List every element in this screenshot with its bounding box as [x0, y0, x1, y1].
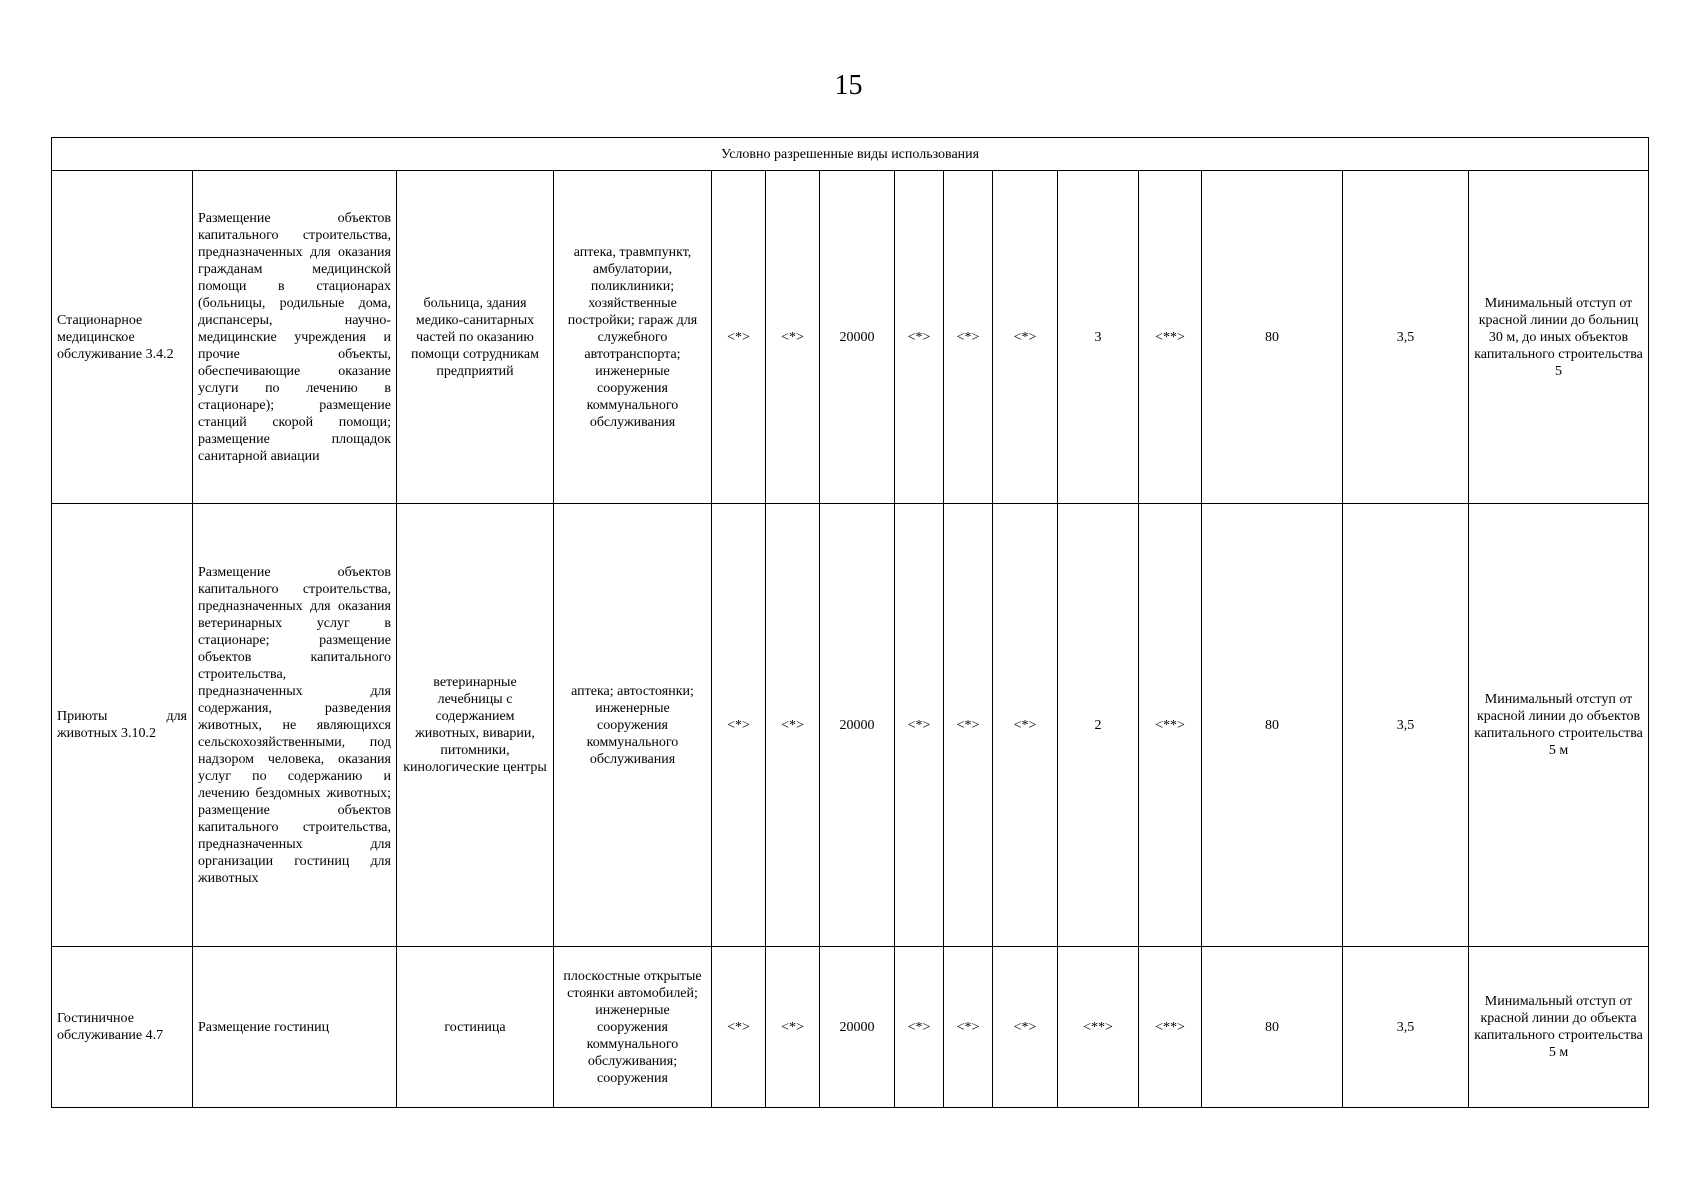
param-6: <*>	[993, 171, 1058, 504]
permitted-objects: гостиница	[397, 947, 554, 1108]
section-header-row	[52, 138, 1649, 171]
zoning-table	[51, 137, 1649, 1108]
param-10: 3,5	[1343, 504, 1469, 947]
param-2: <*>	[766, 947, 820, 1108]
param-8: <**>	[1139, 947, 1202, 1108]
param-2: <*>	[766, 171, 820, 504]
param-4: <*>	[895, 171, 944, 504]
param-6: <*>	[993, 947, 1058, 1108]
param-9: 80	[1202, 171, 1343, 504]
note: Минимальный отступ от красной линии до больниц 30 м, до иных объектов капитального строительства 5	[1469, 171, 1649, 504]
param-5: <*>	[944, 947, 993, 1108]
param-6: <*>	[993, 504, 1058, 947]
page-number: 15	[834, 70, 863, 101]
param-3: 20000	[820, 504, 895, 947]
param-5: <*>	[944, 171, 993, 504]
param-10: 3,5	[1343, 171, 1469, 504]
param-7: 3	[1058, 171, 1139, 504]
param-3: 20000	[820, 171, 895, 504]
param-9: 80	[1202, 504, 1343, 947]
table-row	[52, 947, 1649, 1108]
param-2: <*>	[766, 504, 820, 947]
param-3: 20000	[820, 947, 895, 1108]
table-row	[52, 504, 1649, 947]
param-7: 2	[1058, 504, 1139, 947]
param-4: <*>	[895, 504, 944, 947]
param-1: <*>	[712, 171, 766, 504]
auxiliary-uses: аптека, травмпункт, амбулатории, поликлиники; хозяйственные постройки; гараж для служебного автотранспорта; инженерные сооружения коммунального обслуживания	[554, 171, 712, 504]
use-name: Приюты для животных 3.10.2	[52, 504, 193, 947]
param-10: 3,5	[1343, 947, 1469, 1108]
use-description: Размещение гостиниц	[193, 947, 397, 1108]
note: Минимальный отступ от красной линии до объектов капитального строительства 5 м	[1469, 504, 1649, 947]
use-description: Размещение объектов капитального строительства, предназначенных для оказания ветеринарных услуг в стационаре; размещение объектов капитального строительства, предназначенных для содержания, разведения животных, не являющихся сельскохозяйственными, под надзором человека, оказания услуг по содержанию и лечению бездомных животных; размещение объектов капитального строительства, предназначенных для организации гостиниц для животных	[193, 504, 397, 947]
auxiliary-uses: аптека; автостоянки; инженерные сооружения коммунального обслуживания	[554, 504, 712, 947]
param-1: <*>	[712, 947, 766, 1108]
auxiliary-uses: плоскостные открытые стоянки автомобилей; инженерные сооружения коммунального обслуживания; сооружения	[554, 947, 712, 1108]
param-8: <**>	[1139, 171, 1202, 504]
use-name: Гостиничное обслуживание 4.7	[52, 947, 193, 1108]
use-description: Размещение объектов капитального строительства, предназначенных для оказания гражданам медицинской помощи в стационарах (больницы, родильные дома, диспансеры, научно-медицинские учреждения и прочие объекты, обеспечивающие оказание услуги по лечению в стационаре); размещение станций скорой помощи; размещение площадок санитарной авиации	[193, 171, 397, 504]
permitted-objects: ветеринарные лечебницы с содержанием животных, виварии, питомники, кинологические центры	[397, 504, 554, 947]
param-5: <*>	[944, 504, 993, 947]
param-1: <*>	[712, 504, 766, 947]
section-title: Условно разрешенные виды использования	[52, 138, 1649, 171]
note: Минимальный отступ от красной линии до объекта капитального строительства 5 м	[1469, 947, 1649, 1108]
param-8: <**>	[1139, 504, 1202, 947]
table-row	[52, 171, 1649, 504]
permitted-objects: больница, здания медико-санитарных частей по оказанию помощи сотрудникам предприятий	[397, 171, 554, 504]
param-9: 80	[1202, 947, 1343, 1108]
param-4: <*>	[895, 947, 944, 1108]
use-name: Стационарное медицинское обслуживание 3.4.2	[52, 171, 193, 504]
param-7: <**>	[1058, 947, 1139, 1108]
